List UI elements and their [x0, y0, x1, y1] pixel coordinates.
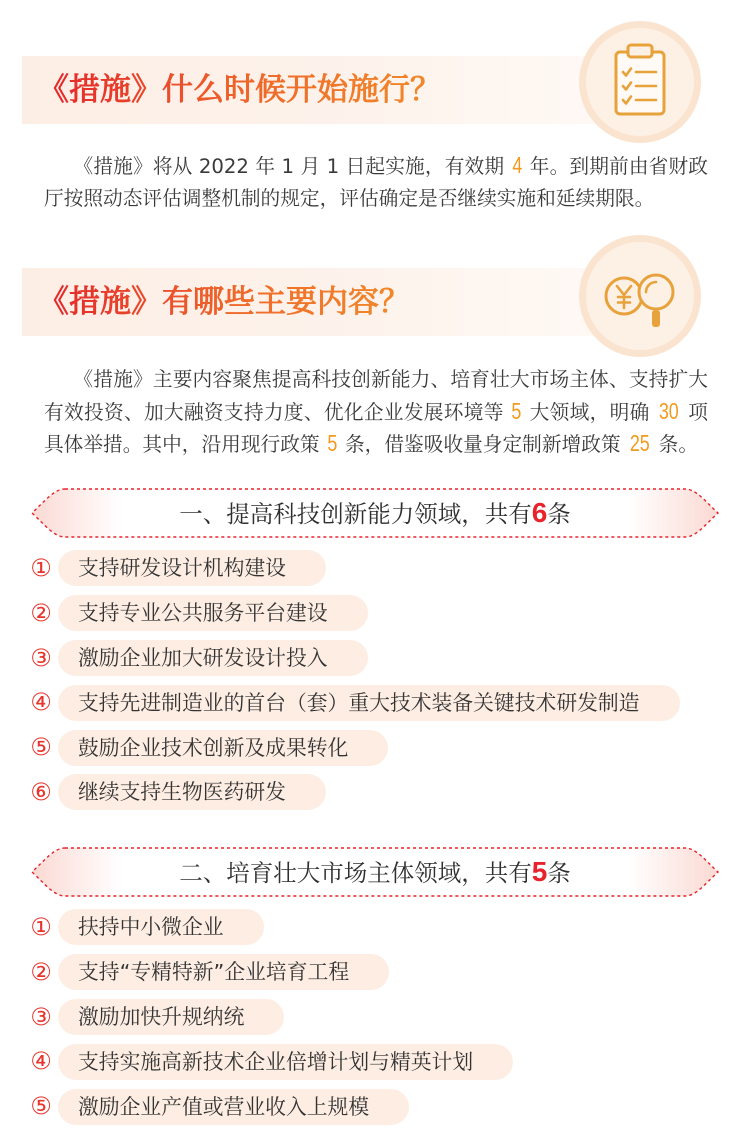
content-heading-band	[22, 268, 602, 336]
item-pill: 支持“专精特新”企业培育工程	[58, 954, 389, 990]
list-item	[0, 1039, 750, 1084]
measures-count-highlight: 30	[658, 397, 679, 424]
item-pill: 继续支持生物医药研发	[58, 774, 326, 810]
paragraph-text: 项具体举措。其中，沿用现行政策	[44, 400, 708, 456]
item-pill: 支持先进制造业的首台（套）重大技术装备关键技术研发制造	[58, 685, 680, 721]
existing-policies-count-highlight: 5	[327, 430, 338, 456]
category-banner	[29, 845, 721, 899]
item-pill: 支持实施高新技术企业倍增计划与精英计划	[58, 1044, 513, 1080]
list-item	[0, 905, 750, 950]
list-item	[0, 546, 750, 591]
item-pill: 支持研发设计机构建设	[58, 550, 326, 586]
list-item	[0, 636, 750, 681]
list-item	[0, 725, 750, 770]
yuan-coin-magnifier-icon-graphic	[578, 234, 702, 358]
timing-paragraph	[44, 150, 708, 214]
clipboard-clip	[628, 45, 652, 57]
item-number-marker: ⑥	[30, 777, 52, 806]
magnifier-lens	[639, 275, 673, 309]
domains-count-highlight: 5	[511, 397, 522, 424]
clipboard-checklist-icon	[578, 20, 702, 144]
magnifier-handle	[652, 310, 660, 327]
category-title-suffix: 条	[547, 859, 571, 887]
list-item	[0, 1084, 750, 1129]
list-item	[0, 995, 750, 1040]
list-item	[0, 950, 750, 995]
list-item	[0, 591, 750, 636]
item-pill: 鼓励企业技术创新及成果转化	[58, 730, 388, 766]
list-item	[0, 770, 750, 815]
paragraph-text: 大领域，明确	[523, 400, 657, 424]
content-heading: 《措施》有哪些主要内容？	[38, 268, 410, 336]
item-number-marker: ③	[30, 1002, 52, 1031]
item-pill: 扶持中小微企业	[58, 909, 264, 945]
category-title	[29, 486, 721, 540]
yuan-coin-magnifier-icon	[578, 234, 702, 358]
clipboard-checklist-icon-graphic	[578, 20, 702, 144]
item-pill: 激励企业产值或营业收入上规模	[58, 1089, 409, 1125]
paragraph-text: 《措施》将从 2022 年 1 月 1 日起实施，有效期	[73, 155, 511, 178]
new-policies-count-highlight: 25	[629, 430, 650, 456]
item-number-marker: ④	[30, 1047, 52, 1076]
category-title-text: 二、培育壮大市场主体领域，共有	[179, 859, 532, 887]
item-number-marker: ②	[30, 957, 52, 986]
validity-years-highlight: 4	[511, 152, 522, 178]
category-count: 5	[531, 856, 548, 887]
item-pill: 激励企业加大研发设计投入	[58, 640, 368, 676]
item-pill: 激励加快升规纳统	[58, 999, 284, 1035]
paragraph-text: 《措施》主要内容聚焦提高科技创新能力、培育壮大市场主体、支持扩大有效投资、加大融资支持力度、优化企业发展环境等	[44, 368, 708, 424]
item-number-marker: ①	[30, 913, 52, 941]
timing-heading: 《措施》什么时候开始施行？	[38, 56, 441, 124]
clipboard-board	[616, 52, 664, 114]
category-title-suffix: 条	[547, 500, 571, 528]
paragraph-text: 条，借鉴吸收量身定制新增政策	[338, 433, 627, 456]
item-number-marker: ①	[30, 554, 52, 582]
item-number-marker: ③	[30, 643, 52, 672]
category-title-text: 一、提高科技创新能力领域，共有	[179, 500, 532, 528]
item-number-marker: ⑤	[30, 1092, 52, 1121]
content-paragraph	[44, 364, 708, 461]
category-item-list	[0, 546, 750, 815]
item-number-marker: ④	[30, 688, 52, 717]
item-number-marker: ⑤	[30, 733, 52, 762]
category-count: 6	[531, 497, 548, 528]
category-banner	[29, 486, 721, 540]
timing-heading-band	[22, 56, 602, 124]
item-number-marker: ②	[30, 598, 52, 627]
paragraph-text: 条。	[652, 433, 699, 456]
list-item	[0, 680, 750, 725]
category-title	[29, 845, 721, 899]
paragraph-text: 年。到期前由省财政厅按照动态评估调整机制的规定，评估确定是否继续实施和延续期限。	[44, 155, 708, 210]
item-pill: 支持专业公共服务平台建设	[58, 595, 368, 631]
category-item-list	[0, 905, 750, 1129]
